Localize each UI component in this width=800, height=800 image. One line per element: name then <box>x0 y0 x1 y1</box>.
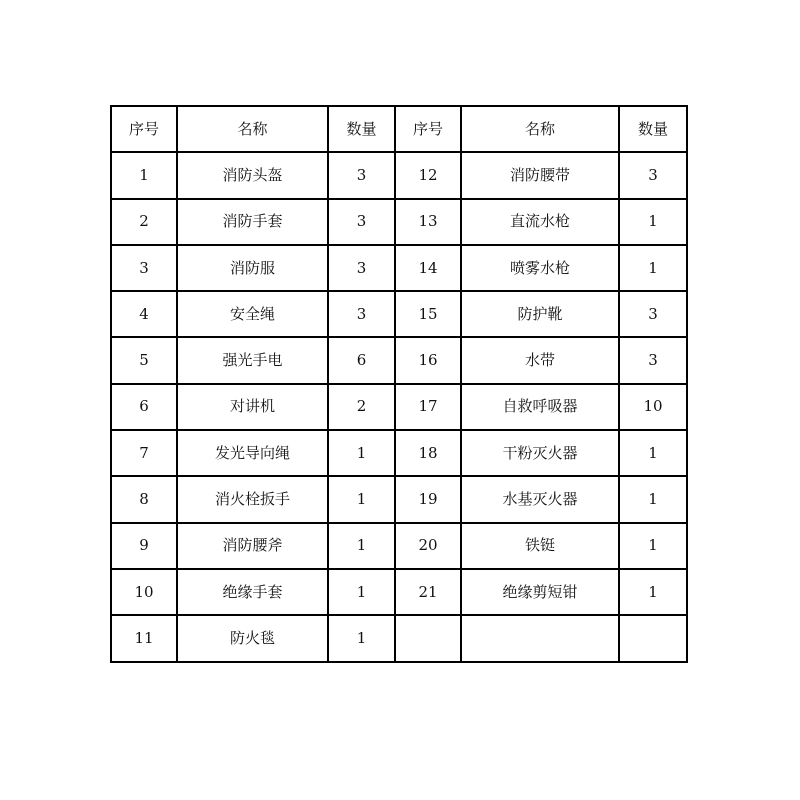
header-name: 名称 <box>461 106 619 152</box>
name-cell: 绝缘剪短钳 <box>461 569 619 615</box>
quantity-cell: 10 <box>619 384 687 430</box>
header-quantity: 数量 <box>328 106 395 152</box>
index-cell: 14 <box>395 245 461 291</box>
quantity-cell: 3 <box>328 245 395 291</box>
table-row <box>111 199 687 245</box>
header-name: 名称 <box>177 106 328 152</box>
index-cell: 21 <box>395 569 461 615</box>
quantity-cell: 1 <box>619 199 687 245</box>
quantity-cell: 1 <box>619 476 687 522</box>
index-cell: 4 <box>111 291 177 337</box>
name-cell: 强光手电 <box>177 337 328 383</box>
quantity-cell: 1 <box>328 523 395 569</box>
index-cell: 7 <box>111 430 177 476</box>
quantity-cell: 3 <box>619 291 687 337</box>
index-cell: 20 <box>395 523 461 569</box>
index-cell: 3 <box>111 245 177 291</box>
quantity-cell: 1 <box>619 245 687 291</box>
quantity-cell: 1 <box>619 430 687 476</box>
table-row <box>111 384 687 430</box>
name-cell: 防护靴 <box>461 291 619 337</box>
index-cell: 6 <box>111 384 177 430</box>
table-row <box>111 476 687 522</box>
name-cell: 铁铤 <box>461 523 619 569</box>
name-cell: 绝缘手套 <box>177 569 328 615</box>
name-cell <box>461 615 619 661</box>
index-cell: 16 <box>395 337 461 383</box>
quantity-cell: 3 <box>619 152 687 198</box>
equipment-table <box>110 105 688 663</box>
quantity-cell: 1 <box>328 615 395 661</box>
quantity-cell: 1 <box>619 569 687 615</box>
name-cell: 消防头盔 <box>177 152 328 198</box>
name-cell: 干粉灭火器 <box>461 430 619 476</box>
header-index: 序号 <box>111 106 177 152</box>
quantity-cell: 2 <box>328 384 395 430</box>
table-row <box>111 615 687 661</box>
quantity-cell: 1 <box>328 430 395 476</box>
index-cell: 10 <box>111 569 177 615</box>
name-cell: 消防手套 <box>177 199 328 245</box>
table-row <box>111 430 687 476</box>
table-row <box>111 569 687 615</box>
index-cell: 17 <box>395 384 461 430</box>
quantity-cell: 3 <box>328 199 395 245</box>
index-cell: 12 <box>395 152 461 198</box>
name-cell: 消防腰斧 <box>177 523 328 569</box>
name-cell: 消防服 <box>177 245 328 291</box>
quantity-cell: 3 <box>619 337 687 383</box>
name-cell: 对讲机 <box>177 384 328 430</box>
index-cell: 13 <box>395 199 461 245</box>
table-row <box>111 523 687 569</box>
name-cell: 发光导向绳 <box>177 430 328 476</box>
index-cell: 15 <box>395 291 461 337</box>
name-cell: 水基灭火器 <box>461 476 619 522</box>
name-cell: 水带 <box>461 337 619 383</box>
index-cell: 5 <box>111 337 177 383</box>
name-cell: 直流水枪 <box>461 199 619 245</box>
quantity-cell <box>619 615 687 661</box>
index-cell: 18 <box>395 430 461 476</box>
quantity-cell: 6 <box>328 337 395 383</box>
index-cell: 9 <box>111 523 177 569</box>
table-row <box>111 291 687 337</box>
header-quantity: 数量 <box>619 106 687 152</box>
quantity-cell: 1 <box>619 523 687 569</box>
name-cell: 消火栓扳手 <box>177 476 328 522</box>
name-cell: 安全绳 <box>177 291 328 337</box>
table-row <box>111 337 687 383</box>
index-cell <box>395 615 461 661</box>
index-cell: 1 <box>111 152 177 198</box>
table-body <box>111 152 687 661</box>
name-cell: 喷雾水枪 <box>461 245 619 291</box>
name-cell: 防火毯 <box>177 615 328 661</box>
index-cell: 19 <box>395 476 461 522</box>
table-row <box>111 245 687 291</box>
quantity-cell: 3 <box>328 152 395 198</box>
index-cell: 8 <box>111 476 177 522</box>
index-cell: 11 <box>111 615 177 661</box>
quantity-cell: 1 <box>328 476 395 522</box>
name-cell: 自救呼吸器 <box>461 384 619 430</box>
header-index: 序号 <box>395 106 461 152</box>
quantity-cell: 1 <box>328 569 395 615</box>
table-row <box>111 152 687 198</box>
header-row <box>111 106 687 152</box>
index-cell: 2 <box>111 199 177 245</box>
name-cell: 消防腰带 <box>461 152 619 198</box>
quantity-cell: 3 <box>328 291 395 337</box>
